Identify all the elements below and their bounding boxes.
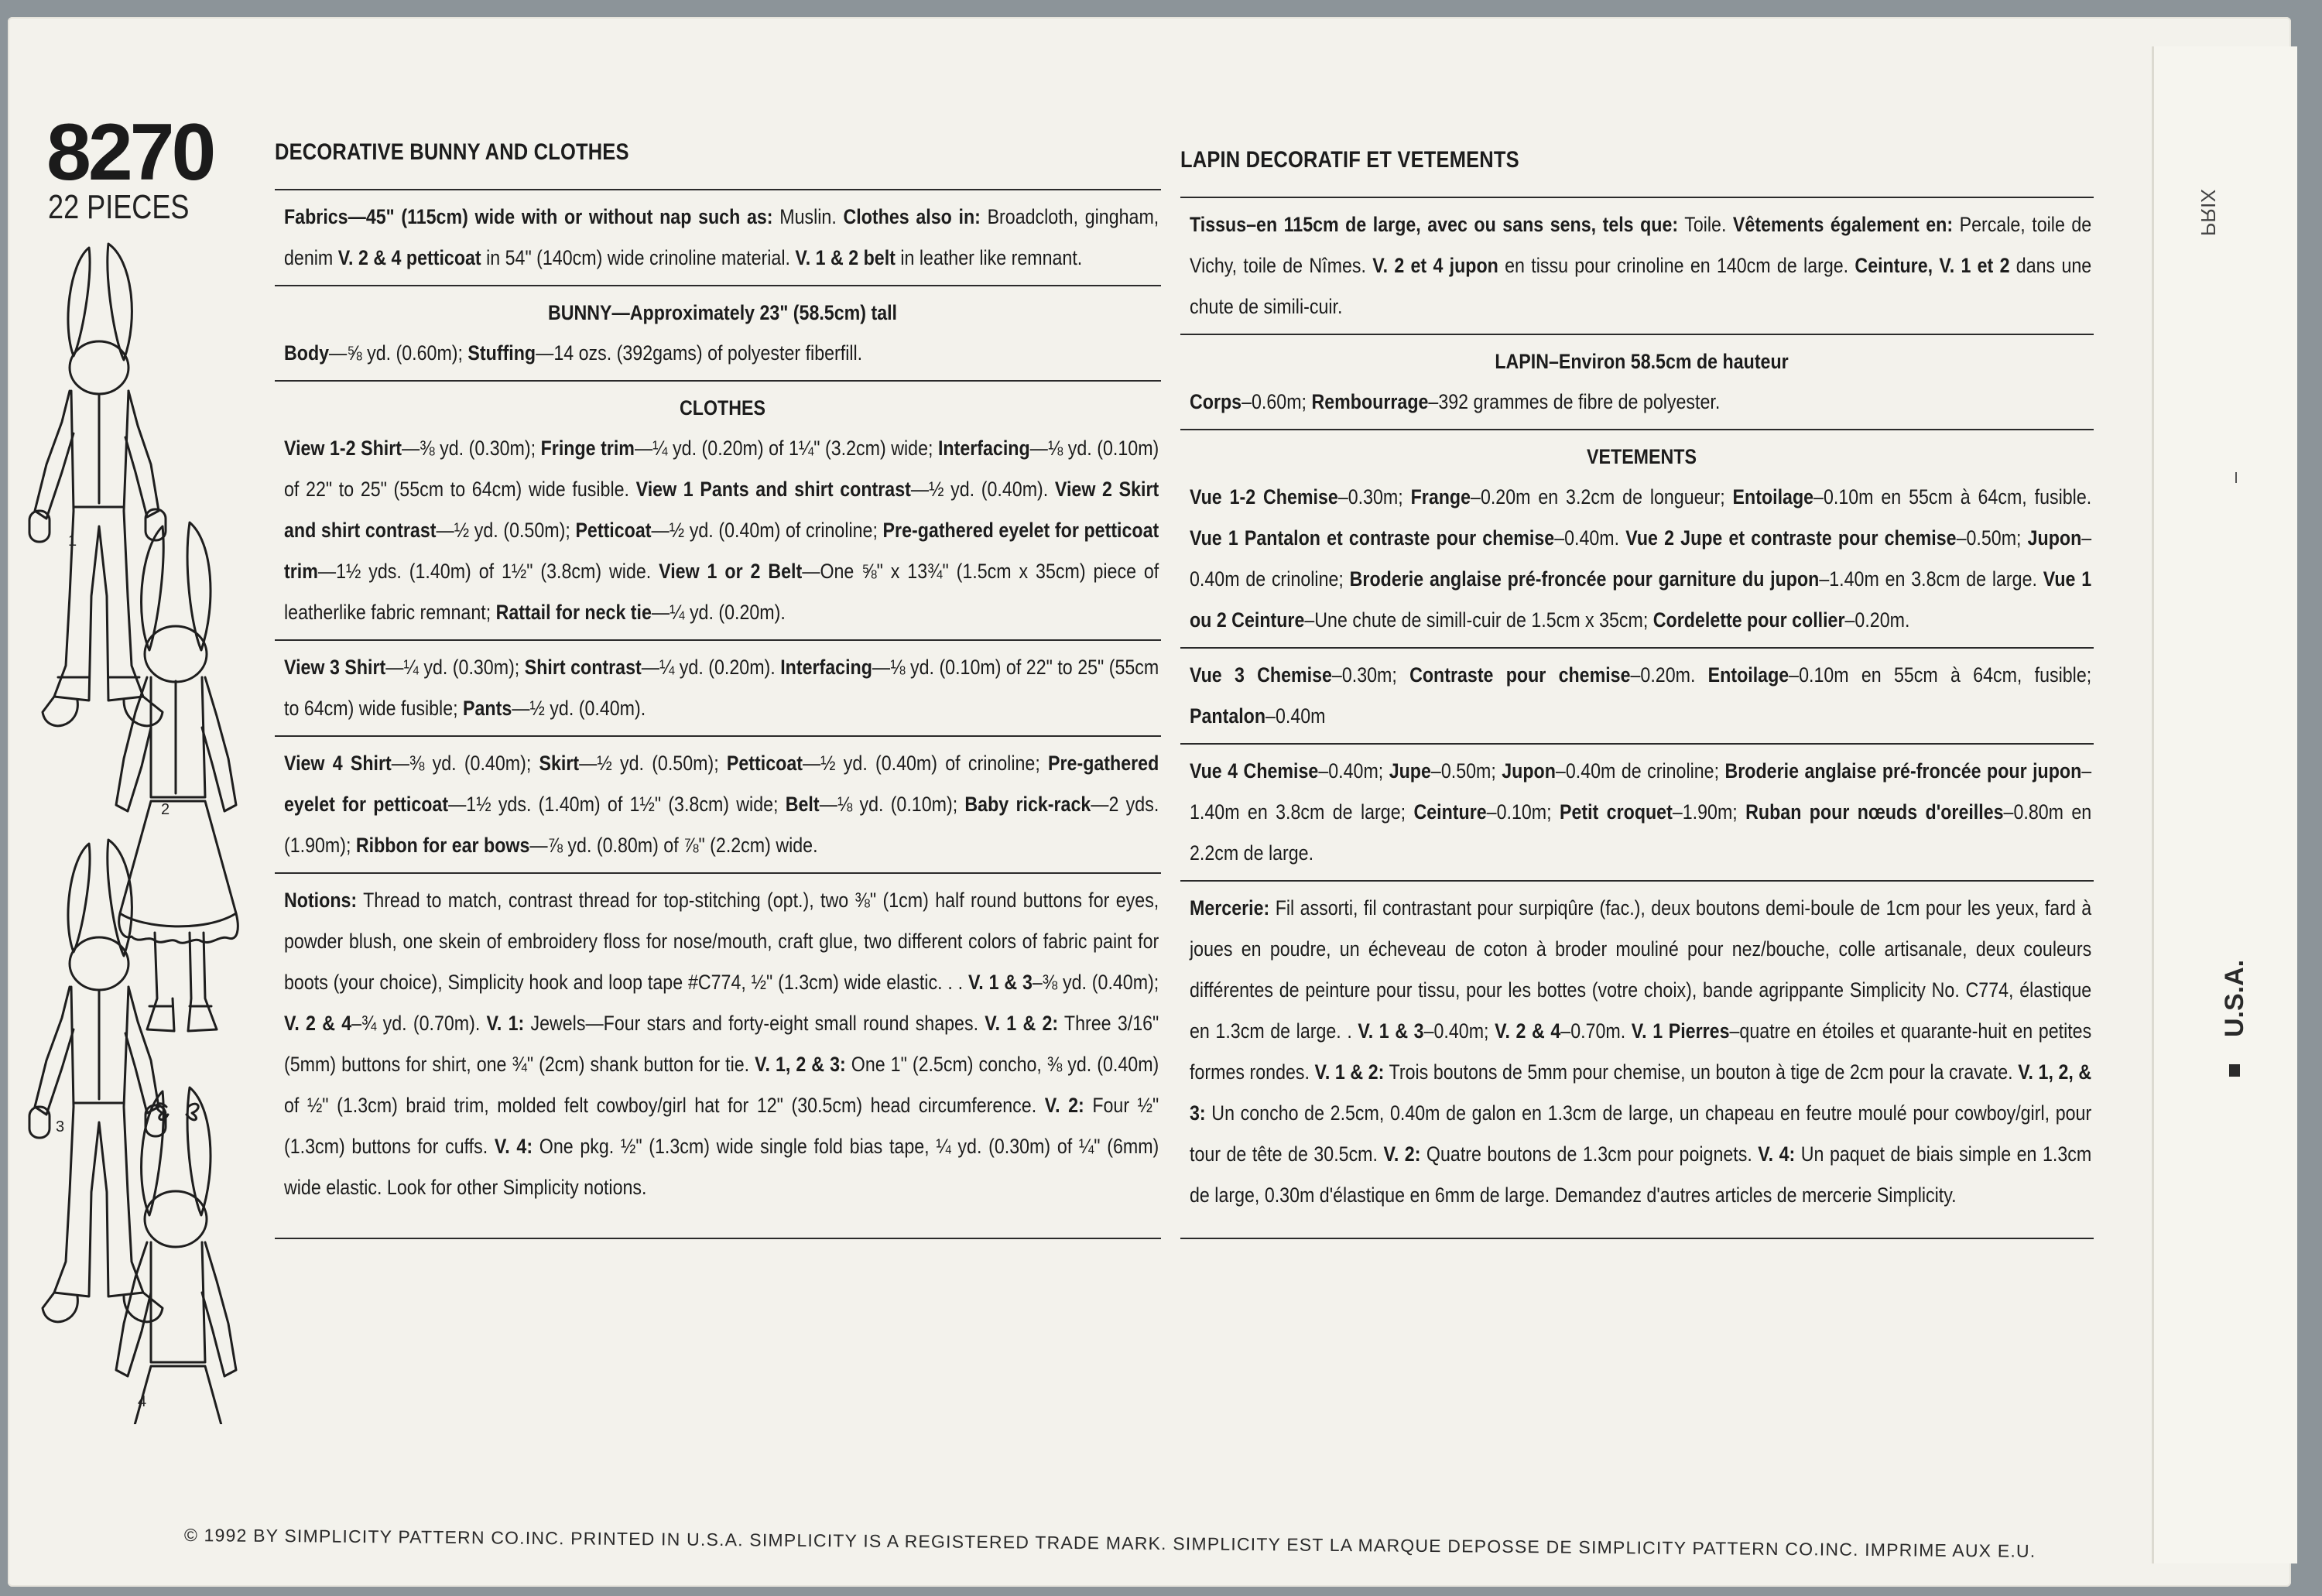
text: –⅜ yd. (0.40m); <box>1032 971 1159 994</box>
fabrics-lead: Fabrics—45" (115cm) wide with or without nap such as: <box>284 205 773 228</box>
french-column <box>1180 147 2094 1239</box>
text: —½ yd. (0.40m) of crinoline; <box>802 752 1049 775</box>
text: –quatre en étoiles et quarante-huit en petites formes rondes. <box>1190 1019 2092 1084</box>
text: in leather like remnant. <box>895 246 1083 269</box>
text: Three 3/16" (5mm) buttons for shirt, one ¾" (2cm) shank button for tie. <box>284 1012 1159 1076</box>
label: Petticoat <box>726 752 803 775</box>
label: View 1-2 Shirt <box>284 437 402 460</box>
text: –1.40m en 3.8cm de large; <box>1190 759 2092 824</box>
label: View 4 Shirt <box>284 752 392 775</box>
label: Contraste pour chemise <box>1409 663 1631 687</box>
english-column <box>275 139 1161 1239</box>
text: Toile. <box>1678 213 1733 236</box>
text: –0.40m de crinoline; <box>1555 759 1725 783</box>
text: —1½ yds. (1.40m) of 1½" (3.8cm) wide; <box>448 793 786 816</box>
label: V. 2: <box>1383 1142 1421 1166</box>
text: —½ yd. (0.40m). <box>512 697 646 720</box>
text: Jewels—Four stars and forty-eight small round shapes. <box>524 1012 985 1035</box>
text: –0.10m; <box>1486 800 1560 824</box>
label: Body <box>284 341 330 365</box>
french-view4 <box>1180 745 2094 880</box>
text: —⅛ yd. (0.10m) of 22" to 25" (55cm to 64cm) wide fusible. <box>284 437 1159 501</box>
label: V. 2 & 4 <box>1495 1019 1561 1043</box>
text: —¼ yd. (0.30m); <box>385 656 525 679</box>
label: Tissus–en 115cm de large, avec ou sans sens, tels que: <box>1190 213 1679 236</box>
label: Belt <box>785 793 820 816</box>
text: –0.40m; <box>1423 1019 1495 1043</box>
label: Jupon <box>1502 759 1556 783</box>
english-clothes <box>275 382 1161 639</box>
text: Percale, toile de Vichy, toile de Nîmes. <box>1190 213 2092 277</box>
text: —⅜ yd. (0.40m); <box>391 752 539 775</box>
label: V. 2: <box>1044 1094 1084 1117</box>
text: –0.10m en 55cm à 64cm, fusible; <box>1789 663 2092 687</box>
label: V. 1, 2 & 3: <box>755 1053 846 1076</box>
text: One pkg. ½" (1.3cm) wide single fold bias tape, ¼ yd. (0.30m) of ¼" (6mm) wide elastic. Look for other Simplicity notions. <box>284 1135 1159 1199</box>
text: –0.40m <box>1265 704 1326 728</box>
english-view3 <box>275 641 1161 735</box>
text: –0.50m; <box>1430 759 1502 783</box>
text: –Une chute de simill-cuir de 1.5cm x 35cm; <box>1304 608 1653 632</box>
text: –0.80m en 2.2cm de large. <box>1190 800 2092 865</box>
figure-label-1: 1 <box>68 533 77 550</box>
country-label: U.S.A. <box>2220 959 2249 1037</box>
label: Entoilage <box>1707 663 1789 687</box>
text: –0.40m. <box>1554 526 1626 550</box>
label: Ruban pour nœuds d'oreilles <box>1745 800 2004 824</box>
divider <box>1180 1238 2094 1239</box>
text: –0.10m en 55cm à 64cm, fusible. <box>1813 485 2092 509</box>
lapin-heading: LAPIN–Environ 58.5cm de hauteur <box>1495 350 1789 373</box>
text: in 54" (140cm) wide crinoline material. <box>481 246 796 269</box>
text: Un paquet de biais simple en 1.3cm de large, 0.30m d'élastique en 6mm de large. Demandez d'autres articles de mercerie Simplicity. <box>1190 1142 2092 1207</box>
label: Baby rick-rack <box>964 793 1091 816</box>
english-title: DECORATIVE BUNNY AND CLOTHES <box>275 139 629 165</box>
label: Frange <box>1410 485 1471 509</box>
label: V. 4: <box>1758 1142 1796 1166</box>
label: Vue 2 Jupe et contraste pour chemise <box>1625 526 1957 550</box>
text: –1.40m en 3.8cm de large. <box>1819 567 2043 591</box>
text: –0.40m de crinoline; <box>1190 526 2092 591</box>
label: Pre-gathered eyelet for petticoat trim <box>284 519 1159 583</box>
label: Petticoat <box>575 519 652 542</box>
text: —¼ yd. (0.20m) of 1¼" (3.2cm) wide; <box>634 437 938 460</box>
french-notions <box>1180 882 2094 1222</box>
envelope-flap <box>2152 46 2297 1563</box>
text: –0.20m. <box>1630 663 1708 687</box>
text: —½ yd. (0.50m); <box>579 752 727 775</box>
label: Skirt <box>539 752 580 775</box>
text: —⅜ yd. (0.30m); <box>402 437 541 460</box>
french-bunny <box>1180 335 2094 429</box>
label: Ceinture, V. 1 et 2 <box>1855 254 2010 277</box>
clothes-heading: CLOTHES <box>680 396 765 420</box>
text: Trois boutons de 5mm pour chemise, un bouton à tige de 2cm pour la cravate. <box>1384 1060 2019 1084</box>
label: V. 1 & 3 <box>968 971 1033 994</box>
label: Vue 3 Chemise <box>1190 663 1332 687</box>
text: –0.70m. <box>1560 1019 1632 1043</box>
label: V. 1, 2, & 3: <box>1190 1060 2092 1125</box>
view-2-bunny-drawing <box>116 522 238 1031</box>
text: Broadcloth, gingham, denim <box>284 205 1159 269</box>
figure-label-3: 3 <box>56 1118 65 1135</box>
text: —½ yd. (0.40m). <box>910 478 1055 501</box>
label: V. 2 et 4 jupon <box>1372 254 1498 277</box>
pattern-number: 8270 <box>46 108 214 197</box>
label: Ceinture <box>1413 800 1487 824</box>
text: Quatre boutons de 1.3cm pour poignets. <box>1420 1142 1759 1166</box>
text: –0.50m; <box>1956 526 2028 550</box>
text: Thread to match, contrast thread for top-stitching (opt.), two ⅜" (1cm) half round buttons for eyes, powder blush, one skein of embroidery floss for nose/mouth, craft glue, two different colors of fabric paint for boots (your choice), Simplicity hook and loop tape #C774, ½" (1.3cm) wide elastic. . . <box>284 889 1159 994</box>
label: Rattail for neck tie <box>495 601 652 624</box>
english-fabrics <box>275 190 1161 285</box>
label: Vue 1 ou 2 Ceinture <box>1190 567 2092 632</box>
english-notions <box>275 874 1161 1214</box>
french-view3 <box>1180 649 2094 743</box>
figure-label-2: 2 <box>161 801 170 818</box>
label: Jupon <box>2027 526 2082 550</box>
label: V. 1 & 3 <box>1358 1019 1424 1043</box>
text: —14 ozs. (392gams) of polyester fiberfill. <box>536 341 863 365</box>
text: –0.40m; <box>1318 759 1389 783</box>
text: en tissu pour crinoline en 140cm de large. <box>1498 254 1855 277</box>
text: –0.30m; <box>1331 663 1410 687</box>
label: Pre-gathered eyelet for petticoat <box>284 752 1159 816</box>
english-bunny <box>275 286 1161 380</box>
text: —¼ yd. (0.20m). <box>651 601 786 624</box>
label: Cordelette pour collier <box>1652 608 1845 632</box>
copyright-footer: © 1992 BY SIMPLICITY PATTERN CO.INC. PRINTED IN U.S.A. SIMPLICITY IS A REGISTERED TRADE MARK. SIMPLICITY EST LA MARQUE DEPOSSE DE SIMPLICITY PATTERN CO.INC. IMPRIME AUX E.U. <box>183 1525 2036 1561</box>
label: Rembourrage <box>1311 390 1429 413</box>
text: —½ yd. (0.40m) of crinoline; <box>651 519 883 542</box>
text: —⅛ yd. (0.10m) of 22" to 25" (55cm to 64cm) wide fusible; <box>284 656 1159 720</box>
label: Broderie anglaise pré-froncée pour jupon <box>1724 759 2082 783</box>
english-view4 <box>275 737 1161 872</box>
text: –0.60m; <box>1241 390 1312 413</box>
text: –0.20m. <box>1844 608 1910 632</box>
text: One 1" (2.5cm) concho, ⅜ yd. (0.40m) of ½" (1.3cm) braid trim, molded felt cowboy/girl hat for 12" (30.5cm) head circumference. <box>284 1053 1159 1117</box>
vetements-heading: VETEMENTS <box>1587 445 1697 468</box>
text: —2 yds. (1.90m); <box>284 793 1159 857</box>
prix-label: PRIX <box>2197 189 2220 236</box>
pieces-count: 22 PIECES <box>48 188 190 226</box>
text: —One ⅝" x 13¾" (1.5cm x 35cm) piece of leatherlike fabric remnant; <box>284 560 1159 624</box>
french-fabrics <box>1180 198 2094 334</box>
text: Un concho de 2.5cm, 0.40m de galon en 1.3cm de large, un chapeau en feutre moulé pour cowboy/girl, pour tour de tête de 30.5cm. <box>1190 1101 2092 1166</box>
divider <box>275 1238 1161 1239</box>
label: V. 1 & 2: <box>985 1012 1059 1035</box>
text: –0.30m; <box>1337 485 1411 509</box>
label: Shirt contrast <box>524 656 642 679</box>
label: V. 2 & 4 <box>284 1012 352 1035</box>
text: Fil assorti, fil contrastant pour surpiqûre (fac.), deux boutons demi-boule de 1cm pour les yeux, fard à joues en poudre, un écheveau de coton à broder mouliné pour nez/bouche, colle artisanale, deux couleurs différentes de peinture pour tissu, pour les bottes (votre choix), bande agrippante Simplicity No. C774, élastique en 1.3cm de large. . <box>1190 896 2092 1043</box>
text: Muslin. <box>772 205 844 228</box>
text: —⅛ yd. (0.10m); <box>819 793 965 816</box>
text: —¼ yd. (0.20m). <box>641 656 781 679</box>
label: Vue 1 Pantalon et contraste pour chemise <box>1190 526 1555 550</box>
text: –¾ yd. (0.70m). <box>351 1012 487 1035</box>
text: –0.20m en 3.2cm de longueur; <box>1471 485 1733 509</box>
text: dans une chute de simili-cuir. <box>1190 254 2092 318</box>
label: Mercerie: <box>1190 896 1270 920</box>
view-illustrations <box>15 232 279 1424</box>
label: Pants <box>463 697 512 720</box>
label: V. 2 & 4 petticoat <box>337 246 481 269</box>
figure-label-4: 4 <box>138 1393 147 1410</box>
label: Interfacing <box>937 437 1030 460</box>
label: Corps <box>1190 390 1242 413</box>
label: View 3 Shirt <box>284 656 386 679</box>
label: Ribbon for ear bows <box>355 834 530 857</box>
label: View 1 or 2 Belt <box>659 560 803 583</box>
text: Four ½" (1.3cm) buttons for cuffs. <box>284 1094 1159 1158</box>
label: View 1 Pants and shirt contrast <box>635 478 911 501</box>
label: View 2 Skirt and shirt contrast <box>284 478 1159 542</box>
french-title: LAPIN DECORATIF ET VETEMENTS <box>1180 147 1519 173</box>
label: Broderie anglaise pré-froncée pour garniture du jupon <box>1349 567 1820 591</box>
label: Notions: <box>284 889 358 912</box>
label: Fringe trim <box>540 437 635 460</box>
text: –1.90m; <box>1672 800 1746 824</box>
label: Vêtements également en: <box>1732 213 1954 236</box>
label: Pantalon <box>1190 704 1266 728</box>
flap-tick-mark <box>2235 472 2237 483</box>
label: Vue 1-2 Chemise <box>1190 485 1338 509</box>
text: —½ yd. (0.50m); <box>436 519 576 542</box>
label: Clothes also in: <box>843 205 981 228</box>
label: Interfacing <box>780 656 872 679</box>
label: V. 1: <box>486 1012 525 1035</box>
text: —⅝ yd. (0.60m); <box>329 341 468 365</box>
label: V. 1 Pierres <box>1631 1019 1730 1043</box>
view-4-bunny-drawing <box>116 1087 238 1424</box>
french-clothes <box>1180 430 2094 647</box>
label: Stuffing <box>467 341 536 365</box>
label: Vue 4 Chemise <box>1190 759 1319 783</box>
text: –392 grammes de fibre de polyester. <box>1428 390 1721 413</box>
label: Entoilage <box>1732 485 1814 509</box>
usa-mark-icon <box>2229 1064 2240 1077</box>
text: —1½ yds. (1.40m) of 1½" (3.8cm) wide. <box>317 560 659 583</box>
label: V. 1 & 2: <box>1314 1060 1385 1084</box>
label: V. 4: <box>494 1135 533 1158</box>
label: V. 1 & 2 belt <box>795 246 896 269</box>
text: —⅞ yd. (0.80m) of ⅞" (2.2cm) wide. <box>529 834 818 857</box>
label: Jupe <box>1389 759 1431 783</box>
bunny-heading: BUNNY—Approximately 23" (58.5cm) tall <box>547 301 898 324</box>
label: Petit croquet <box>1559 800 1673 824</box>
